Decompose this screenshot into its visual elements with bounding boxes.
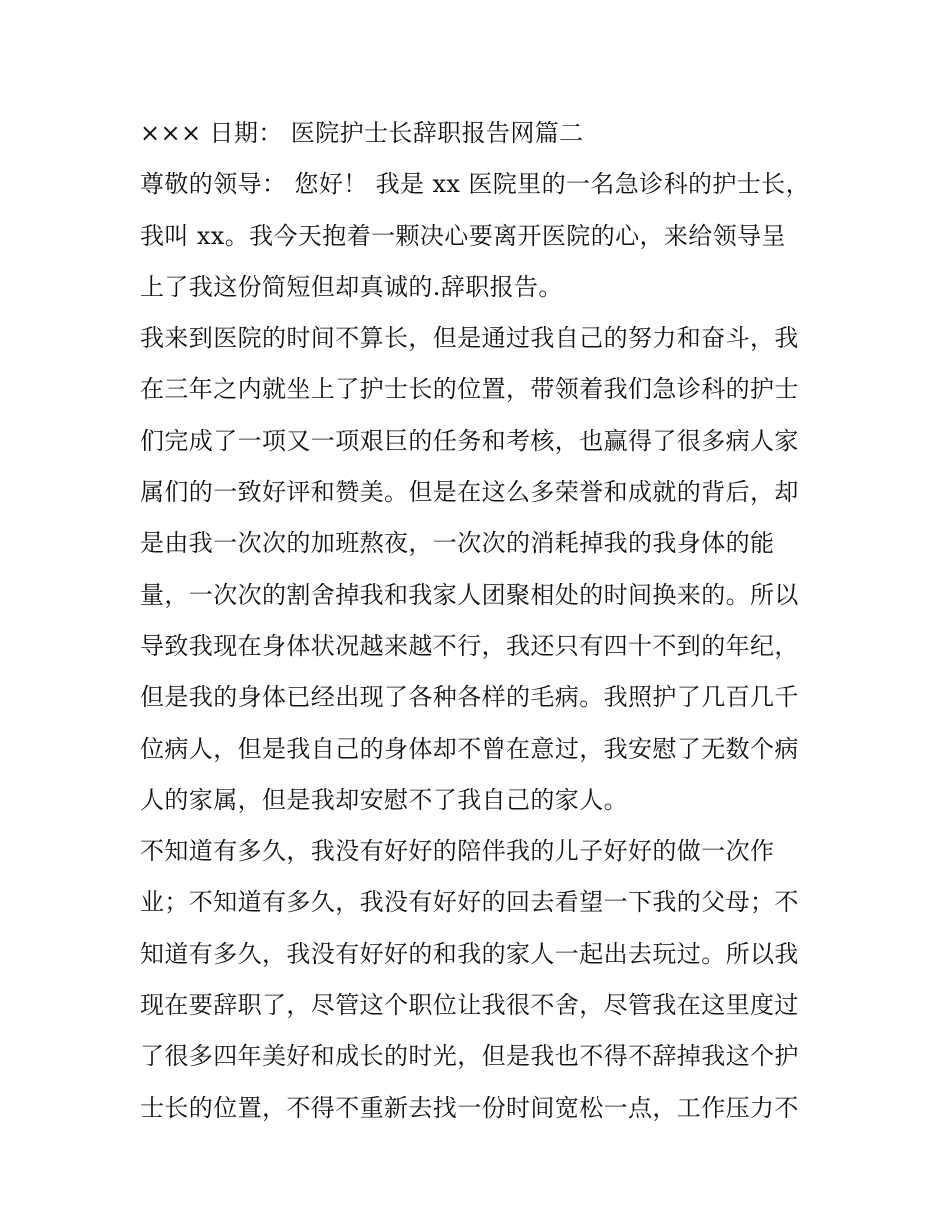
text-line: 人的家属，但是我却安慰不了我自己的家人。: [140, 785, 628, 814]
text-line: 导致我现在身体状况越来越不行，我还只有四十不到的年纪，: [140, 631, 799, 660]
text-line: 们完成了一项又一项艰巨的任务和考核，也赢得了很多病人家: [140, 426, 799, 455]
text-line: 位病人，但是我自己的身体却不曾在意过，我安慰了无数个病: [140, 734, 799, 763]
text-line: 在三年之内就坐上了护士长的位置，带领着我们急诊科的护士: [140, 375, 799, 404]
text-line: 了很多四年美好和成长的时光，但是我也不得不辞掉我这个护: [140, 1042, 799, 1071]
text-line: 不知道有多久，我没有好好的陪伴我的儿子好好的做一次作: [140, 837, 775, 866]
text-line: 我叫 xx。我今天抱着一颗决心要离开医院的心，来给领导呈: [140, 221, 786, 250]
text-line: 我来到医院的时间不算长，但是通过我自己的努力和奋斗，我: [140, 324, 799, 353]
document-heading: ××× 日期： 医院护士长辞职报告网篇二: [140, 119, 584, 147]
text-line: 业；不知道有多久，我没有好好的回去看望一下我的父母；不: [140, 888, 799, 917]
text-line: 量，一次次的割舍掉我和我家人团聚相处的时间换来的。所以: [140, 580, 799, 609]
document-body: [140, 108, 820, 1134]
text-line: 上了我这份简短但却真诚的.辞职报告。: [140, 272, 563, 301]
text-line: 知道有多久，我没有好好的和我的家人一起出去玩过。所以我: [140, 939, 799, 968]
text-line: 是由我一次次的加班熬夜，一次次的消耗掉我的我身体的能: [140, 529, 775, 558]
text-line: 但是我的身体已经出现了各种各样的毛病。我照护了几百几千: [140, 683, 799, 712]
text-line: 尊敬的领导： 您好！ 我是 xx 医院里的一名急诊科的护士长，: [140, 170, 810, 199]
text-line: 士长的位置，不得不重新去找一份时间宽松一点，工作压力不: [140, 1093, 799, 1122]
text-line: 属们的一致好评和赞美。但是在这么多荣誉和成就的背后，却: [140, 478, 799, 507]
text-line: 现在要辞职了，尽管这个职位让我很不舍，尽管我在这里度过: [140, 991, 799, 1020]
